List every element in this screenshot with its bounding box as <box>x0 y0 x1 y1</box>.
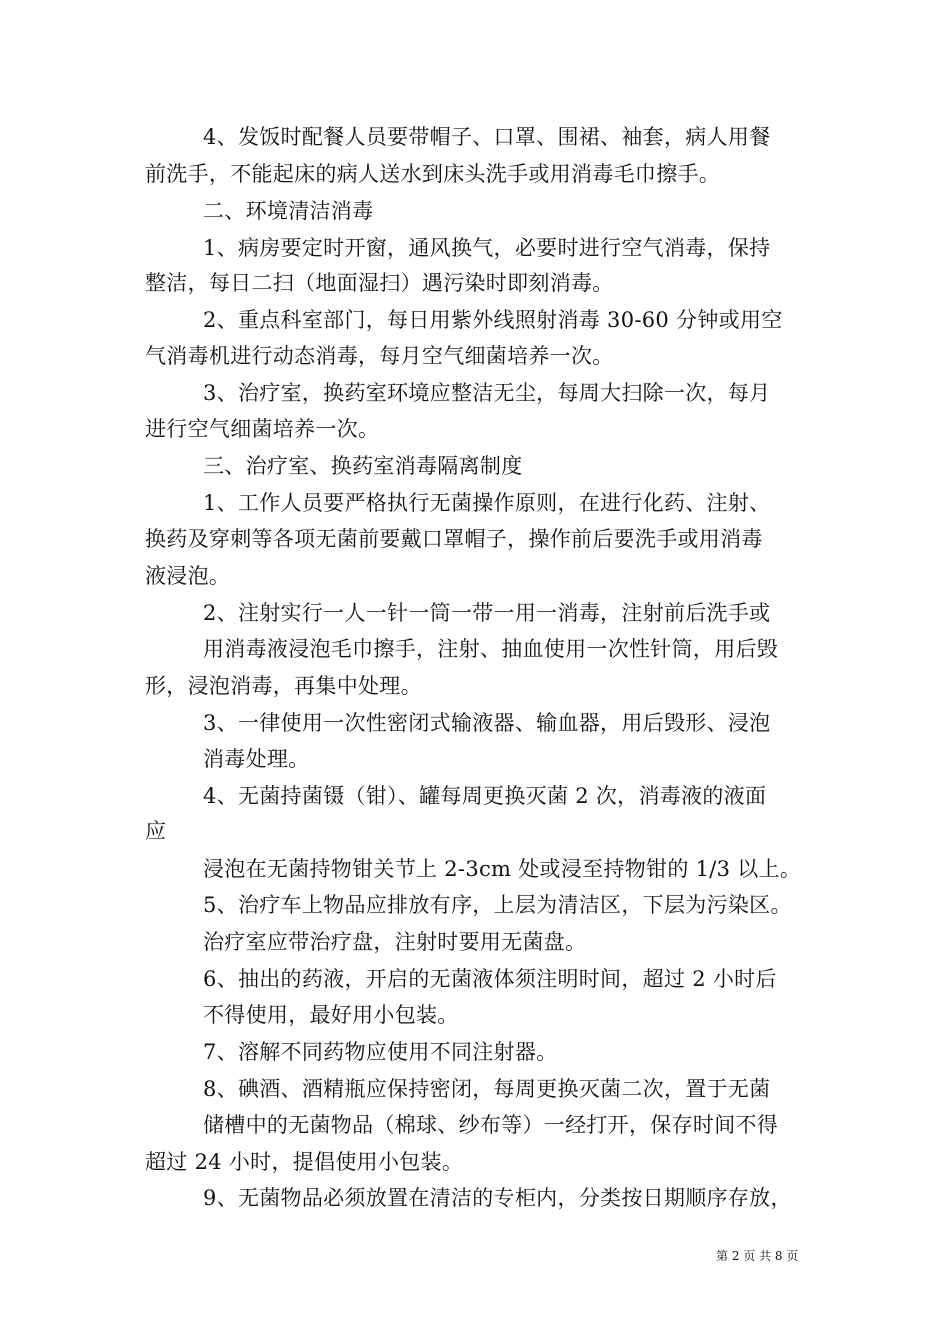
text-line: 用消毒液浸泡毛巾擦手，注射、抽血使用一次性针筒，用后毁 <box>203 637 779 661</box>
text-line: 7、溶解不同药物应使用不同注射器。 <box>203 1040 558 1064</box>
text-line: 4、发饭时配餐人员要带帽子、口罩、围裙、袖套，病人用餐 <box>203 125 771 149</box>
text-line: 浸泡在无菌持物钳关节上 2-3cm 处或浸至持物钳的 1/3 以上。 <box>203 857 802 881</box>
text-line: 储槽中的无菌物品（棉球、纱布等）一经打开，保存时间不得 <box>203 1113 779 1137</box>
text-line: 9、无菌物品必须放置在清洁的专柜内，分类按日期顺序存放， <box>203 1186 792 1210</box>
section-heading: 三、治疗室、换药室消毒隔离制度 <box>203 454 523 478</box>
text-line: 1、病房要定时开窗，通风换气，必要时进行空气消毒，保持 <box>203 236 771 260</box>
text-line: 2、注射实行一人一针一筒一带一用一消毒，注射前后洗手或 <box>203 601 771 625</box>
text-line: 4、无菌持菌镊（钳）、罐每周更换灭菌 2 次，消毒液的液面 <box>203 784 767 808</box>
text-line: 液浸泡。 <box>145 564 231 588</box>
text-line: 不得使用，最好用小包装。 <box>203 1003 459 1027</box>
text-line: 进行空气细菌培养一次。 <box>145 417 380 441</box>
text-line: 治疗室应带治疗盘，注射时要用无菌盘。 <box>203 930 587 954</box>
text-line: 3、一律使用一次性密闭式输液器、输血器，用后毁形、浸泡 <box>203 711 771 735</box>
text-line: 超过 24 小时，提倡使用小包装。 <box>145 1150 464 1174</box>
text-line: 2、重点科室部门，每日用紫外线照射消毒 30-60 分钟或用空 <box>203 308 783 332</box>
text-line: 整洁，每日二扫（地面湿扫）遇污染时即刻消毒。 <box>145 271 614 295</box>
text-line: 消毒处理。 <box>203 747 310 771</box>
text-line: 6、抽出的药液，开启的无菌液体须注明时间，超过 2 小时后 <box>203 967 777 991</box>
text-line: 应 <box>145 819 167 843</box>
text-line: 8、碘酒、酒精瓶应保持密闭，每周更换灭菌二次，置于无菌 <box>203 1077 771 1101</box>
text-line: 换药及穿刺等各项无菌前要戴口罩帽子，操作前后要洗手或用消毒 <box>145 527 763 551</box>
text-line: 形，浸泡消毒，再集中处理。 <box>145 674 422 698</box>
section-heading: 二、环境清洁消毒 <box>203 199 374 223</box>
page-number-footer: 第 2 页 共 8 页 <box>716 1249 799 1263</box>
text-line: 1、工作人员要严格执行无菌操作原则，在进行化药、注射、 <box>203 491 771 515</box>
text-line: 3、治疗室，换药室环境应整洁无尘，每周大扫除一次，每月 <box>203 381 771 405</box>
text-line: 5、治疗车上物品应排放有序，上层为清洁区，下层为污染区。 <box>203 893 792 917</box>
text-line: 前洗手，不能起床的病人送水到床头洗手或用消毒毛巾擦手。 <box>145 162 721 186</box>
text-line: 气消毒机进行动态消毒，每月空气细菌培养一次。 <box>145 344 614 368</box>
